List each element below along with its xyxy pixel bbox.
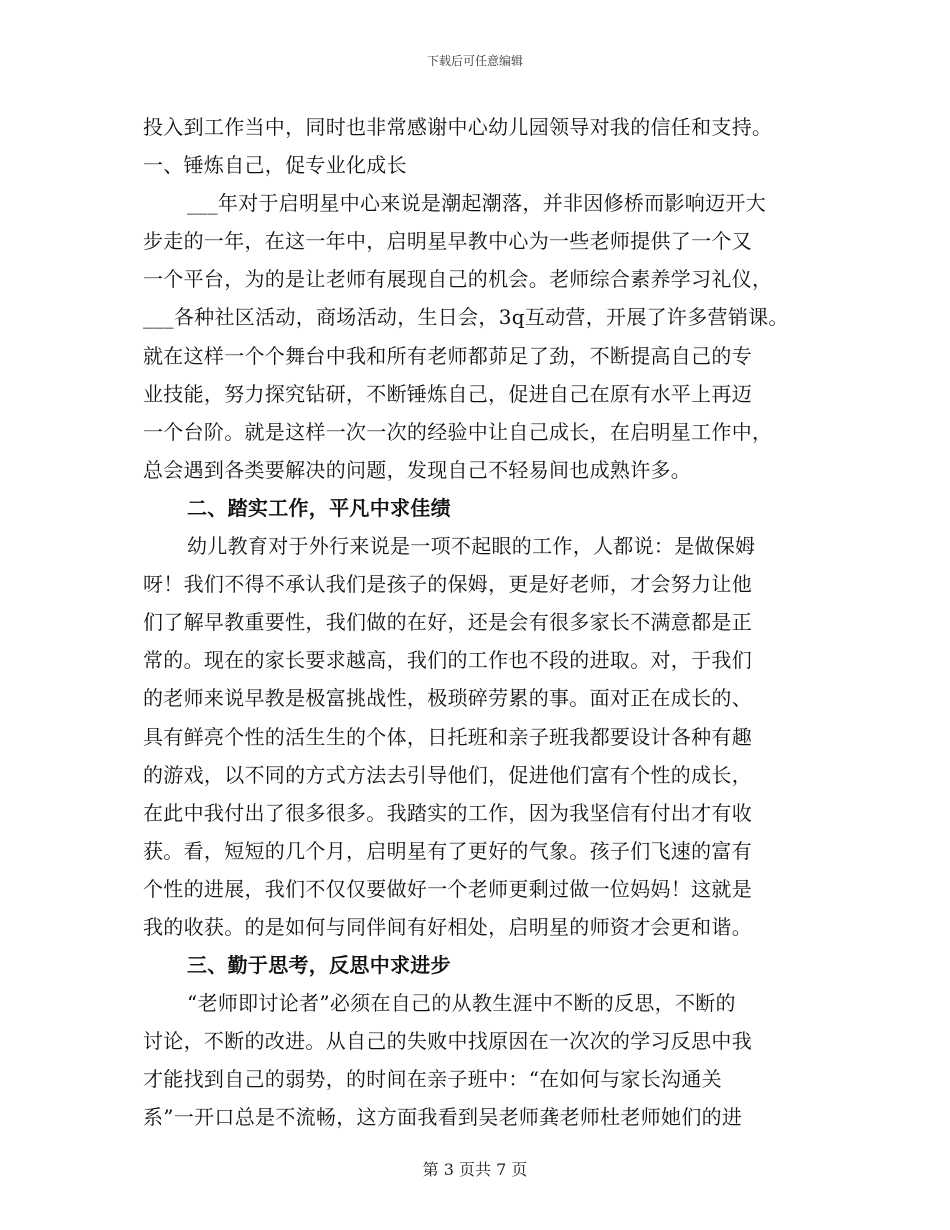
text-line: 获。看，短短的几个月，启明星有了更好的气象。孩子们飞速的富有	[143, 838, 752, 863]
page-footer: 第 3 页共 7 页	[422, 1160, 528, 1179]
text-line: 个性的进展，我们不仅仅要做好一个老师更剩过做一位妈妈！这就是	[143, 876, 752, 901]
text-line: 投入到工作当中，同时也非常感谢中心幼儿园领导对我的信任和支持。	[143, 115, 773, 139]
text-line: 具有鲜亮个性的活生生的个体，日托班和亲子班我都要设计各种有趣	[143, 724, 752, 749]
page-header: 下载后可任意编辑	[426, 54, 523, 68]
text-line: ___各种社区活动，商场活动，生日会，3q互动营，开展了许多营销课。	[143, 305, 789, 330]
text-line: 才能找到自己的弱势，的时间在亲子班中：“在如何与家长沟通关	[143, 1067, 722, 1092]
text-line: 业技能，努力探究钻研，不断锤炼自己，促进自己在原有水平上再迈	[143, 381, 752, 406]
text-line: 系”一开口总是不流畅，这方面我看到吴老师龚老师杜老师她们的进	[143, 1105, 743, 1130]
text-line: 就在这样一个个舞台中我和所有老师都茆足了劲，不断提高自己的专	[143, 343, 752, 368]
text-line: 一、锤炼自己，促专业化成长	[143, 153, 407, 178]
text-line: 常的。现在的家长要求越高，我们的工作也不段的进取。对，于我们	[143, 648, 752, 673]
text-line: 讨论，不断的改进。从自己的失败中找原因在一次次的学习反思中我	[143, 1029, 752, 1054]
text-line: ___年对于启明星中心来说是潮起潮落，并非因修桥而影响迈开大	[187, 191, 766, 216]
section-heading: 二、踏实工作，平凡中求佳绩	[187, 495, 451, 520]
text-line: 一个平台，为的是让老师有展现自己的机会。老师综合素养学习礼仪，	[143, 267, 773, 292]
text-line: “老师即讨论者”必须在自己的从教生涯中不断的反思，不断的	[187, 991, 736, 1016]
text-line: 呀！我们不得不承认我们是孩子的保姆，更是好老师，才会努力让他	[143, 572, 752, 597]
text-line: 在此中我付出了很多很多。我踏实的工作，因为我坚信有付出才有收	[143, 800, 752, 825]
section-heading: 三、勤于思考，反思中求进步	[187, 953, 451, 978]
text-line: 我的收获。的是如何与同伴间有好相处，启明星的师资才会更和谐。	[143, 914, 752, 939]
text-line: 步走的一年，在这一年中，启明星早教中心为一些老师提供了一个又	[143, 229, 752, 254]
text-line: 们了解早教重要性，我们做的在好，还是会有很多家长不满意都是正	[143, 610, 752, 635]
text-line: 的老师来说早教是极富挑战性，极琐碎劳累的事。面对正在成长的、	[143, 686, 752, 711]
text-line: 的游戏，以不同的方式方法去引导他们，促进他们富有个性的成长，	[143, 762, 752, 787]
text-line: 总会遇到各类要解决的问题，发现自己不轻易间也成熟许多。	[143, 457, 692, 482]
document-body	[143, 108, 833, 1137]
text-line: 一个台阶。就是这样一次一次的经验中让自己成长，在启明星工作中，	[143, 419, 773, 444]
text-line: 幼儿教育对于外行来说是一项不起眼的工作，人都说：是做保姆	[187, 534, 756, 559]
